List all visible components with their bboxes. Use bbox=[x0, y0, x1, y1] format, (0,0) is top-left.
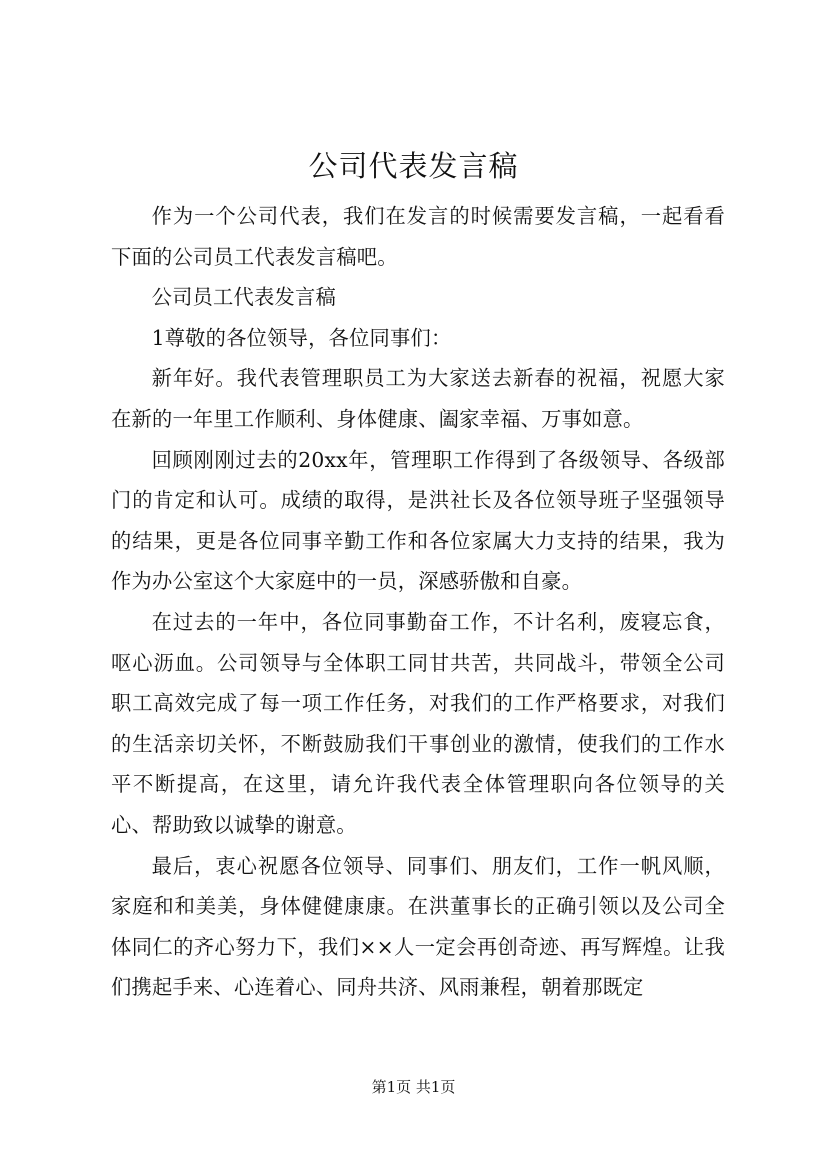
paragraph-intro: 作为一个公司代表，我们在发言的时候需要发言稿，一起看看下面的公司员工代表发言稿吧。 bbox=[111, 204, 725, 269]
paragraph-greeting: 新年好。我代表管理职员工为大家送去新春的祝福，祝愿大家在新的一年里工作顺利、身体健康、阖家幸福、万事如意。 bbox=[111, 366, 725, 431]
document-body bbox=[111, 196, 725, 1008]
paragraph-subtitle: 公司员工代表发言稿 bbox=[151, 285, 336, 310]
document-title: 公司代表发言稿 bbox=[308, 149, 519, 183]
paragraph-past-year: 在过去的一年中，各位同事勤奋工作，不计名利，废寝忘食，呕心沥血。公司领导与全体职工同甘共苦，共同战斗，带领全公司职工高效完成了每一项工作任务，对我们的工作严格要求，对我们的生活亲切关怀，不断鼓励我们干事创业的激情，使我们的工作水平不断提高，在这里，请允许我代表全体管理职向各位领导的关心、帮助致以诚挚的谢意。 bbox=[111, 609, 725, 837]
paragraph-closing: 最后，衷心祝愿各位领导、同事们、朋友们，工作一帆风顺，家庭和和美美，身体健健康康。在洪董事长的正确引领以及公司全体同仁的齐心努力下，我们××人一定会再创奇迹、再写辉煌。让我们携起手来、心连着心、同舟共济、风雨兼程，朝着那既定 bbox=[111, 853, 725, 1000]
page-footer: 第1页 共1页 bbox=[371, 1078, 456, 1096]
paragraph-salutation: 1尊敬的各位领导，各位同事们： bbox=[151, 325, 452, 350]
paragraph-review: 回顾刚刚过去的20xx年，管理职工作得到了各级领导、各级部门的肯定和认可。成绩的取得，是洪社长及各位领导班子坚强领导的结果，更是各位同事辛勤工作和各位家属大力支持的结果，我为作为办公室这个大家庭中的一员，深感骄傲和自豪。 bbox=[111, 447, 725, 594]
